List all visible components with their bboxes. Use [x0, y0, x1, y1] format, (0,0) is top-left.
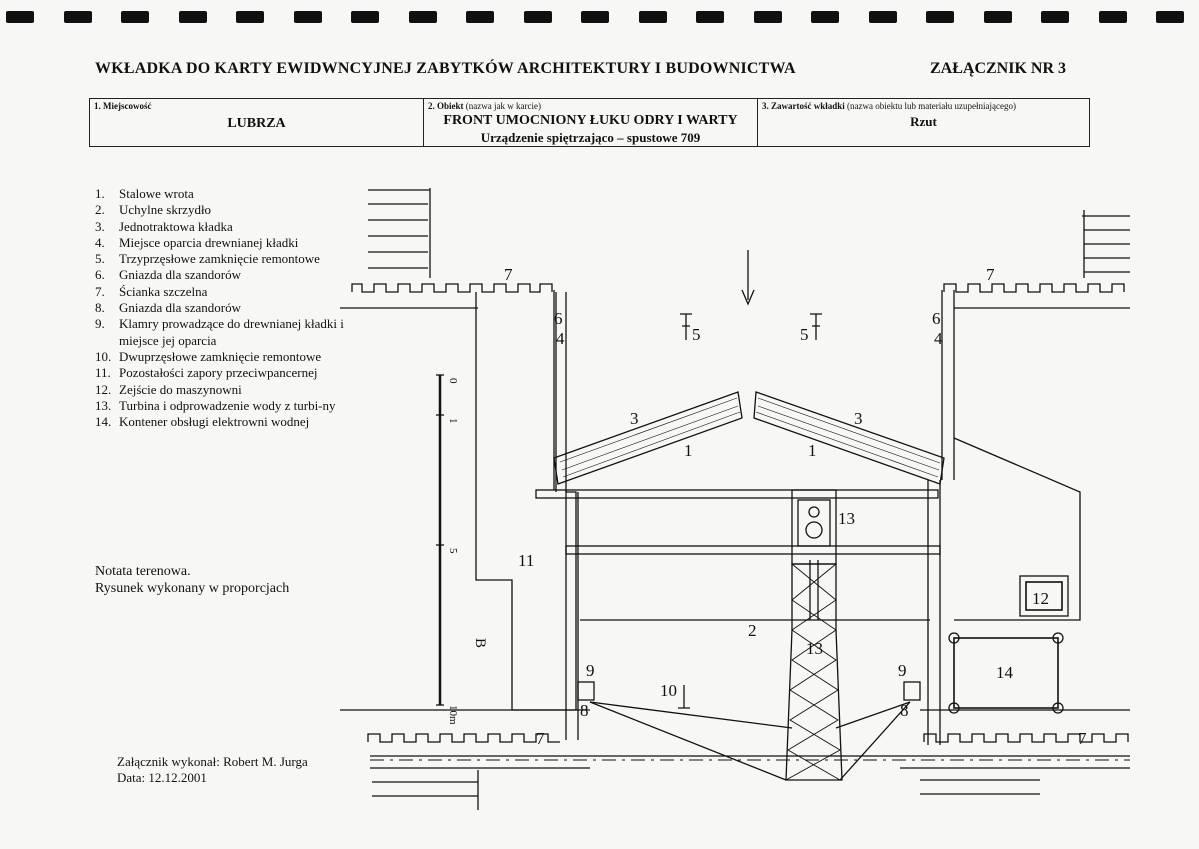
legend-item-number: 7.: [95, 283, 105, 299]
drawing-label-6: 6: [554, 309, 563, 328]
drawing-label-3: 3: [630, 409, 639, 428]
locality-cell: [90, 99, 424, 146]
punch-hole: [926, 11, 954, 23]
turbine-13: [792, 490, 836, 620]
legend-item-text: Miejsce oparcia drewnianej kładki: [119, 234, 299, 250]
sheet-pile-wall-top-right: [944, 284, 1130, 308]
drawing-labels: [447, 265, 1087, 748]
legend-item-number: 6.: [95, 267, 105, 283]
gate-chains-8: [590, 702, 910, 780]
punch-hole: [696, 11, 724, 23]
legend-item-number: 1.: [95, 186, 105, 201]
drawing-label-14: 14: [996, 663, 1013, 682]
legend-item: [95, 267, 359, 283]
legend-item-number: 8.: [95, 300, 105, 316]
legend-item: [95, 219, 359, 235]
object-label-note: (nazwa jak w karcie): [463, 101, 541, 111]
punch-hole: [754, 11, 782, 23]
legend-item-number: 13.: [95, 397, 112, 413]
punch-hole: [64, 11, 92, 23]
legend-item: [95, 251, 359, 267]
legend-item-text: Dwuprzęsłowe zamknięcie remontowe: [119, 348, 322, 364]
scale-bar: [436, 375, 444, 705]
content-cell: [758, 99, 1089, 146]
drawing-label-12: 12: [1032, 589, 1049, 608]
drawing-label-10: 10: [660, 681, 677, 700]
punch-hole: [1156, 11, 1184, 23]
legend-item-number: 14.: [95, 414, 112, 430]
ladder-9: [578, 682, 920, 700]
legend-item: [95, 398, 359, 414]
content-label: 3. Zawartość wkładki: [762, 101, 845, 111]
punch-hole: [6, 11, 34, 23]
scale-mark: 10m: [447, 705, 459, 725]
legend-item: [95, 349, 359, 365]
drawing-label-1: 1: [684, 441, 693, 460]
drawing-label-2: 2: [748, 621, 757, 640]
legend-item: [95, 365, 359, 381]
punch-hole: [409, 11, 437, 23]
drawing-label-7: 7: [536, 729, 545, 748]
legend-item-number: 9.: [95, 316, 105, 332]
right-gate-deck: [754, 392, 944, 484]
legend-item-text: Ścianka szczelna: [119, 283, 208, 299]
locality-label: 1. Miejscowość: [94, 101, 152, 111]
drawing-label-13: 13: [806, 639, 823, 658]
repair-closure-10: [678, 685, 690, 708]
flagstone-right-top: [1082, 210, 1130, 278]
left-gate-deck: [554, 392, 742, 484]
punch-hole: [121, 11, 149, 23]
drawing-label-11: 11: [518, 551, 535, 570]
flow-arrow: [742, 250, 754, 304]
turbine-shaft-lattice-13: [786, 564, 842, 780]
punch-holes-strip: [0, 11, 1199, 25]
annex-number: ZAŁĄCZNIK NR 3: [930, 60, 1067, 77]
punch-hole: [639, 11, 667, 23]
drawing-label-7: 7: [986, 265, 995, 284]
content-label-note: (nazwa obiektu lub materiału uzupełniającego): [844, 101, 1016, 111]
legend-list: [95, 186, 359, 430]
drawing-label-4: 4: [556, 329, 565, 348]
machine-room-block: [954, 438, 1080, 620]
object-label: 2. Obiekt: [428, 101, 464, 111]
sheet-pile-wall-top-left: [340, 284, 552, 308]
drawing-label-8: 8: [900, 701, 909, 720]
legend-item: [95, 202, 359, 218]
punch-hole: [1099, 11, 1127, 23]
drawing-label-8: 8: [580, 701, 589, 720]
punch-hole: [524, 11, 552, 23]
legend-item: [95, 316, 359, 349]
punch-hole: [1041, 11, 1069, 23]
legend-item: [95, 186, 359, 202]
punch-hole: [351, 11, 379, 23]
legend-item-text: Klamry prowadzące do drewnianej kładki i miejsce jej oparcia: [119, 316, 344, 348]
flagstone-left-top: [368, 188, 430, 278]
legend-item-text: Zejście do maszynowni: [119, 381, 242, 397]
drawing-label-6: 6: [932, 309, 941, 328]
drawing-label-13: 13: [838, 509, 855, 528]
legend-item-text: Gniazda dla szandorów: [119, 267, 242, 283]
drawing-label-1: 1: [808, 441, 817, 460]
legend-item-text: Jednotraktowa kładka: [119, 218, 233, 234]
legend-item-text: Turbina i odprowadzenie wody z turbi-ny: [119, 397, 336, 413]
legend-item: [95, 235, 359, 251]
drawing-label-9: 9: [586, 661, 595, 680]
scale-mark: 5: [447, 548, 459, 554]
drawing-label-7: 7: [1078, 729, 1087, 748]
legend-item-number: 5.: [95, 251, 105, 267]
locality-value: LUBRZA: [227, 116, 286, 131]
legend-item-text: Trzyprzęsłowe zamknięcie remontowe: [119, 251, 320, 267]
author-date: Data: 12.12.2001: [117, 770, 207, 785]
legend-item: [95, 414, 359, 430]
drawing-label-3: 3: [854, 409, 863, 428]
drawing-label-5: 5: [800, 325, 809, 344]
author-block: [117, 754, 308, 786]
object-cell: [424, 99, 758, 146]
legend-item-number: 10.: [95, 348, 112, 364]
legend-item-text: Gniazda dla szandorów: [119, 300, 242, 316]
drawing-label-9: 9: [898, 661, 907, 680]
scale-mark: 0: [447, 378, 459, 384]
legend-item: [95, 284, 359, 300]
legend-item-number: 12.: [95, 381, 112, 397]
punch-hole: [984, 11, 1012, 23]
scale-mark: 1: [447, 418, 459, 424]
object-subtitle: Urządzenie spiętrzająco – spustowe 709: [480, 130, 701, 145]
drawing-label-4: 4: [934, 329, 943, 348]
punch-hole: [869, 11, 897, 23]
section-letter: B: [472, 638, 488, 649]
legend-item-number: 4.: [95, 234, 105, 250]
legend-item: [95, 300, 359, 316]
anti-tank-barrier-11: [476, 292, 576, 710]
legend-item-text: Pozostałości zapory przeciwpancernej: [119, 365, 318, 381]
metadata-table: [89, 98, 1090, 147]
field-note-line-2: Rysunek wykonany w proporcjach: [95, 581, 290, 596]
drawing-label-5: 5: [692, 325, 701, 344]
legend-item-text: Kontener obsługi elektrowni wodnej: [119, 414, 310, 430]
legend-item-number: 11.: [95, 365, 111, 381]
legend-item-number: 3.: [95, 218, 105, 234]
punch-hole: [466, 11, 494, 23]
punch-hole: [236, 11, 264, 23]
legend-item-number: 2.: [95, 202, 105, 218]
punch-hole: [581, 11, 609, 23]
object-name: FRONT UMOCNIONY ŁUKU ODRY I WARTY: [443, 113, 738, 128]
content-value: Rzut: [910, 114, 937, 129]
cross-beams: [536, 490, 940, 620]
punch-hole: [179, 11, 207, 23]
drawing-label-7: 7: [504, 265, 513, 284]
legend-item-text: Uchylne skrzydło: [119, 202, 212, 218]
legend-item-text: Stalowe wrota: [119, 186, 194, 201]
field-note-line-1: Notata terenowa.: [95, 564, 191, 579]
plan-drawing: [340, 180, 1140, 810]
author-name: Załącznik wykonał: Robert M. Jurga: [117, 754, 308, 769]
punch-hole: [811, 11, 839, 23]
document-title: WKŁADKA DO KARTY EWIDWNCYJNEJ ZABYTKÓW ARCHITEKTURY I BUDOWNICTWA: [95, 60, 796, 77]
field-note: [95, 563, 289, 597]
legend-item: [95, 382, 359, 398]
punch-hole: [294, 11, 322, 23]
right-lock-wall: [928, 290, 954, 745]
